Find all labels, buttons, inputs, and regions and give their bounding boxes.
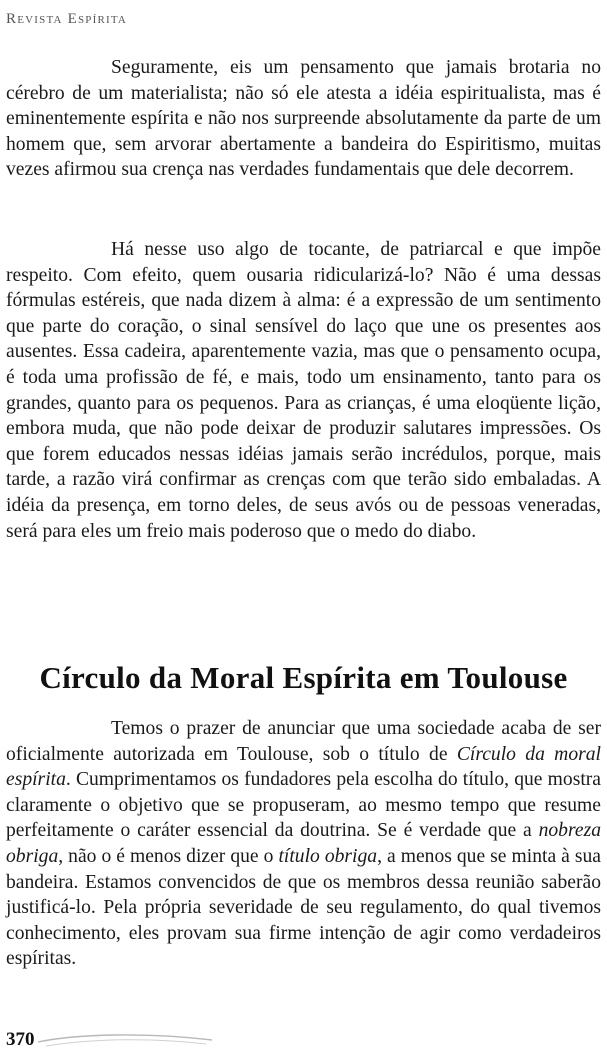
paragraph-1: Seguramente, eis um pensamento que jamais brotaria no cérebro de um materialista; não só ele atesta a idéia espiritualista, mas é eminentemente espírita e não nos surpreende absolutamente da parte de um homem que, sem arvorar abertamente a bandeira do Espiritismo, muitas vezes afirmou sua crença nas verdades fundamentais que dele decorrem. (6, 57, 601, 181)
italic-nobreza-obriga: nobreza obriga (6, 820, 601, 867)
page-swoosh-ornament (36, 1028, 216, 1054)
paragraph-3 (6, 716, 601, 972)
paragraph-3-text-2: . Cumprimentamos os fundadores pela escolha do título, que mostra claramente o objetivo que se propuseram, ao mesmo tempo que resume perfeitamente o caráter essencial da doutrina. Se é verdade que a (6, 769, 601, 842)
italic-circle-name: Círculo da moral espírita (6, 743, 601, 791)
paragraph-3-text-1: Temos o prazer de anunciar que uma sociedade acaba de ser oficialmente autorizada em Toulouse, sob o título de (6, 718, 601, 765)
section-title: Círculo da Moral Espírita em Toulouse (39, 660, 568, 695)
italic-titulo-obriga: título obriga (278, 845, 378, 867)
paragraph-3-text-4: , a menos que se minta à sua bandeira. Estamos convencidos de que os membros dessa reunião saberão justificá-lo. Pela própria severidade de seu regulamento, do qual tivemos conhecimento, eles provam sua firme intenção de agir como verdadeiros espíritas. (6, 845, 601, 970)
page-number: 370 (6, 1029, 35, 1050)
running-header: Revista Espírita (6, 11, 128, 27)
paragraph-3-text-3: , não o é menos dizer que o (58, 845, 279, 867)
paragraph-2: Há nesse uso algo de tocante, de patriarcal e que impõe respeito. Com efeito, quem ousaria ridicularizá-lo? Não é uma dessas fórmulas estéreis, que nada dizem à alma: é a expressão de um sentimento que parte do coração, o sinal sensível do laço que une os presentes aos ausentes. Essa cadeira, aparentemente vazia, mas que o pensamento ocupa, é toda uma profissão de fé, e mais, todo um ensinamento, tanto para os grandes, quanto para os pequenos. Para as crianças, é uma eloqüente lição, embora muda, que não pode deixar de produzir salutares impressões. Os que forem educados nessas idéias jamais serão incrédulos, porque, mais tarde, a razão virá confirmar as crenças com que terão sido embaladas. A idéia da presença, em torno deles, de seus avós ou de pessoas veneradas, será para eles um freio mais poderoso que o medo do diabo. (6, 239, 601, 542)
